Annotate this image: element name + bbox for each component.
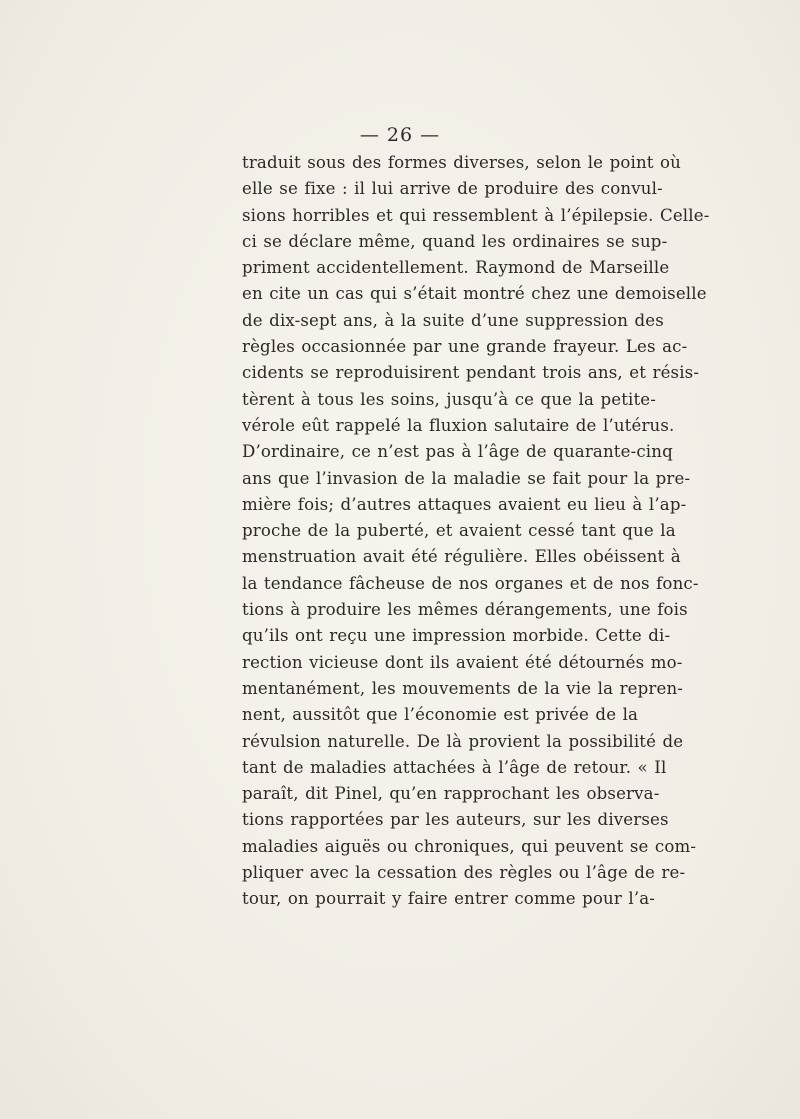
text-line: tant de maladies attachées à l’âge de retour. « Il bbox=[242, 757, 667, 777]
text-line: cidents se reproduisirent pendant trois ans, et résis- bbox=[242, 363, 700, 383]
text-line: ans que l’invasion de la maladie se fait pour la pre- bbox=[242, 468, 691, 488]
text-line: mentanément, les mouvements de la vie la repren- bbox=[242, 678, 684, 698]
text-line: révulsion naturelle. De là provient la possibilité de bbox=[242, 731, 684, 751]
text-line: ci se déclare même, quand les ordinaires se sup- bbox=[242, 231, 668, 251]
text-line: proche de la puberté, et avaient cessé tant que la bbox=[242, 521, 676, 541]
text-line: paraît, dit Pinel, qu’en rapprochant les observa- bbox=[242, 784, 660, 804]
text-line: traduit sous des formes diverses, selon le point où bbox=[242, 153, 682, 172]
text-line: la tendance fâcheuse de nos organes et de nos fonc- bbox=[242, 573, 699, 593]
text-line: tèrent à tous les soins, jusqu’à ce que la petite- bbox=[242, 389, 657, 409]
text-line: priment accidentellement. Raymond de Marseille bbox=[242, 258, 670, 278]
text-line: elle se fixe : il lui arrive de produire des convul- bbox=[242, 179, 663, 199]
text-line: qu’ils ont reçu une impression morbide. Cette di- bbox=[242, 626, 671, 646]
text-line: maladies aiguës ou chroniques, qui peuvent se com- bbox=[242, 836, 697, 856]
text-line: sions horribles et qui ressemblent à l’épilepsie. Celle- bbox=[242, 205, 710, 225]
text-line: mière fois; d’autres attaques avaient eu lieu à l’ap- bbox=[242, 494, 687, 514]
text-line: règles occasionnée par une grande frayeur. Les ac- bbox=[242, 337, 688, 357]
text-line: menstruation avait été régulière. Elles obéissent à bbox=[242, 547, 681, 567]
text-line: tour, on pourrait y faire entrer comme pour l’a- bbox=[242, 889, 656, 909]
text-line: pliquer avec la cessation des règles ou l’âge de re- bbox=[242, 863, 686, 883]
text-line: en cite un cas qui s’était montré chez une demoiselle bbox=[242, 284, 707, 304]
body-text bbox=[242, 150, 710, 913]
text-line: rection vicieuse dont ils avaient été détournés mo- bbox=[242, 652, 683, 672]
text-line: tions rapportées par les auteurs, sur les diverses bbox=[242, 810, 669, 830]
text-line: vérole eût rappelé la fluxion salutaire de l’utérus. bbox=[242, 415, 675, 435]
text-line: de dix-sept ans, à la suite d’une suppression des bbox=[242, 310, 664, 330]
text-line: tions à produire les mêmes dérangements, une fois bbox=[242, 600, 688, 620]
page-number: — 26 — bbox=[359, 124, 441, 146]
text-line: nent, aussitôt que l’économie est privée de la bbox=[242, 705, 639, 725]
text-line: D’ordinaire, ce n’est pas à l’âge de quarante-cinq bbox=[242, 442, 673, 462]
